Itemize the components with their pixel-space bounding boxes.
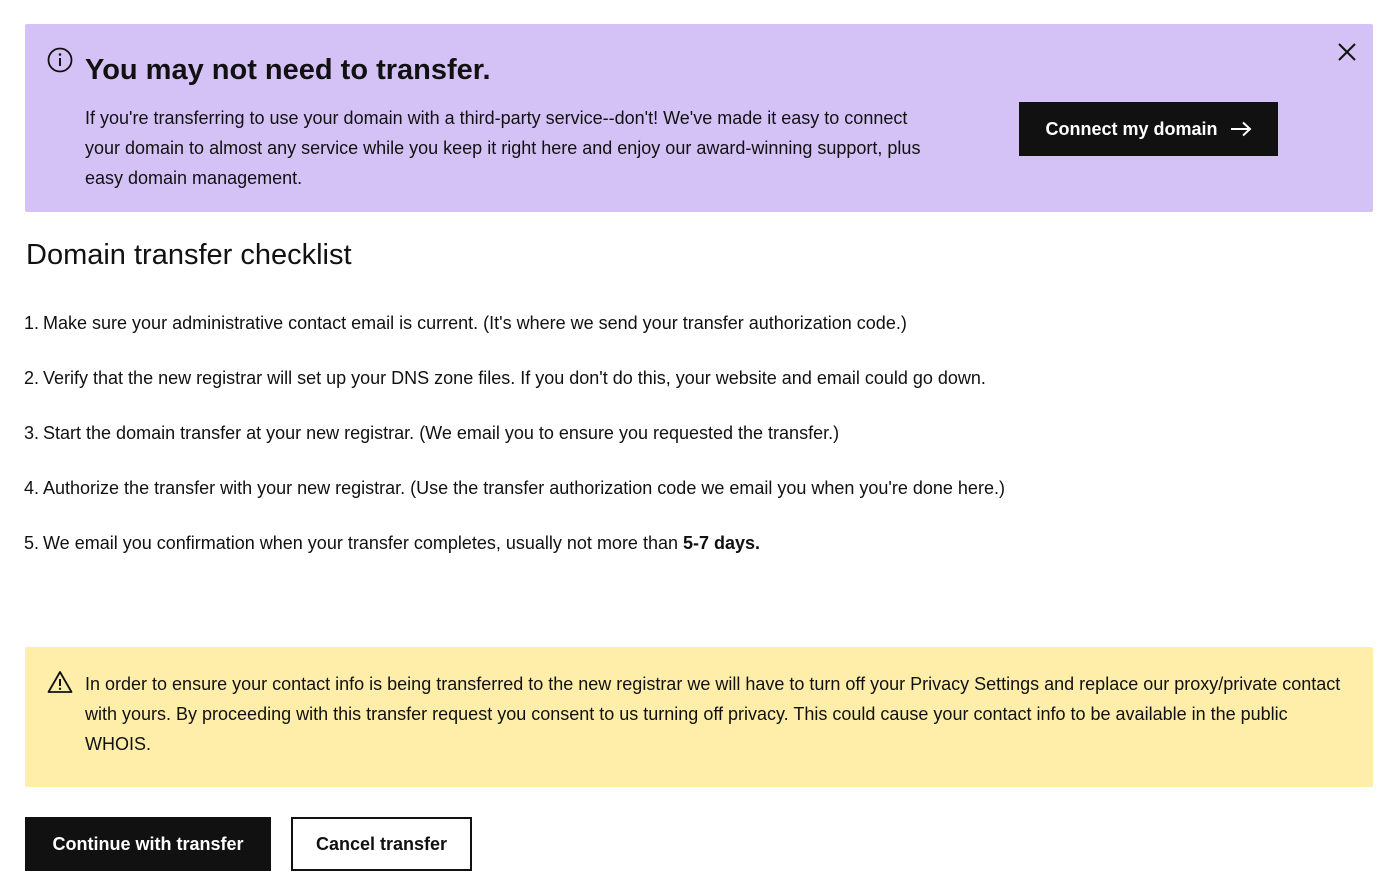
checklist-item-number: 5.	[24, 533, 40, 553]
connect-my-domain-button[interactable]	[1019, 102, 1278, 156]
close-banner-button[interactable]	[1333, 39, 1361, 67]
arrow-right-icon	[1230, 121, 1252, 137]
checklist-item-number: 2.	[24, 368, 40, 388]
checklist-item-text: We email you confirmation when your transfer completes, usually not more than	[43, 533, 683, 553]
cancel-transfer-button[interactable]: Cancel transfer	[291, 817, 472, 871]
checklist	[24, 309, 1324, 584]
checklist-item	[24, 309, 1324, 364]
info-banner	[25, 24, 1373, 212]
checklist-item	[24, 529, 1324, 584]
checklist-item-text: Make sure your administrative contact email is current. (It's where we send your transfer authorization code.)	[43, 313, 907, 333]
privacy-warning-text: In order to ensure your contact info is being transferred to the new registrar we will have to turn off your Privacy Settings and replace our proxy/private contact with yours. By proceeding with this transfer request you consent to us turning off privacy. This could cause your contact info to be available in the public WHOIS.	[85, 674, 1341, 754]
banner-title: You may not need to transfer.	[85, 54, 491, 86]
privacy-warning-banner	[25, 647, 1373, 787]
transfer-duration: 5-7 days.	[682, 533, 761, 553]
checklist-item-text: Verify that the new registrar will set up your DNS zone files. If you don't do this, your website and email could go down.	[43, 368, 986, 388]
checklist-item-text: Authorize the transfer with your new registrar. (Use the transfer authorization code we email you when you're done here.)	[43, 478, 1005, 498]
checklist-item	[24, 474, 1324, 529]
checklist-item-number: 4.	[24, 478, 40, 498]
warning-icon	[47, 670, 73, 694]
checklist-item-number: 3.	[24, 423, 40, 443]
checklist-item-text: Start the domain transfer at your new registrar. (We email you to ensure you requested the transfer.)	[43, 423, 840, 443]
info-icon	[47, 47, 73, 73]
checklist-item-number: 1.	[24, 313, 40, 333]
continue-with-transfer-button[interactable]: Continue with transfer	[25, 817, 271, 871]
checklist-title: Domain transfer checklist	[26, 239, 352, 271]
checklist-item	[24, 364, 1324, 419]
banner-body: If you're transferring to use your domain with a third-party service--don't! We've made it easy to connect your domain to almost any service while you keep it right here and enjoy our award-winning support, plus easy domain management.	[85, 108, 921, 188]
close-icon	[1337, 42, 1357, 65]
connect-my-domain-label: Connect my domain	[1045, 118, 1218, 139]
checklist-item	[24, 419, 1324, 474]
